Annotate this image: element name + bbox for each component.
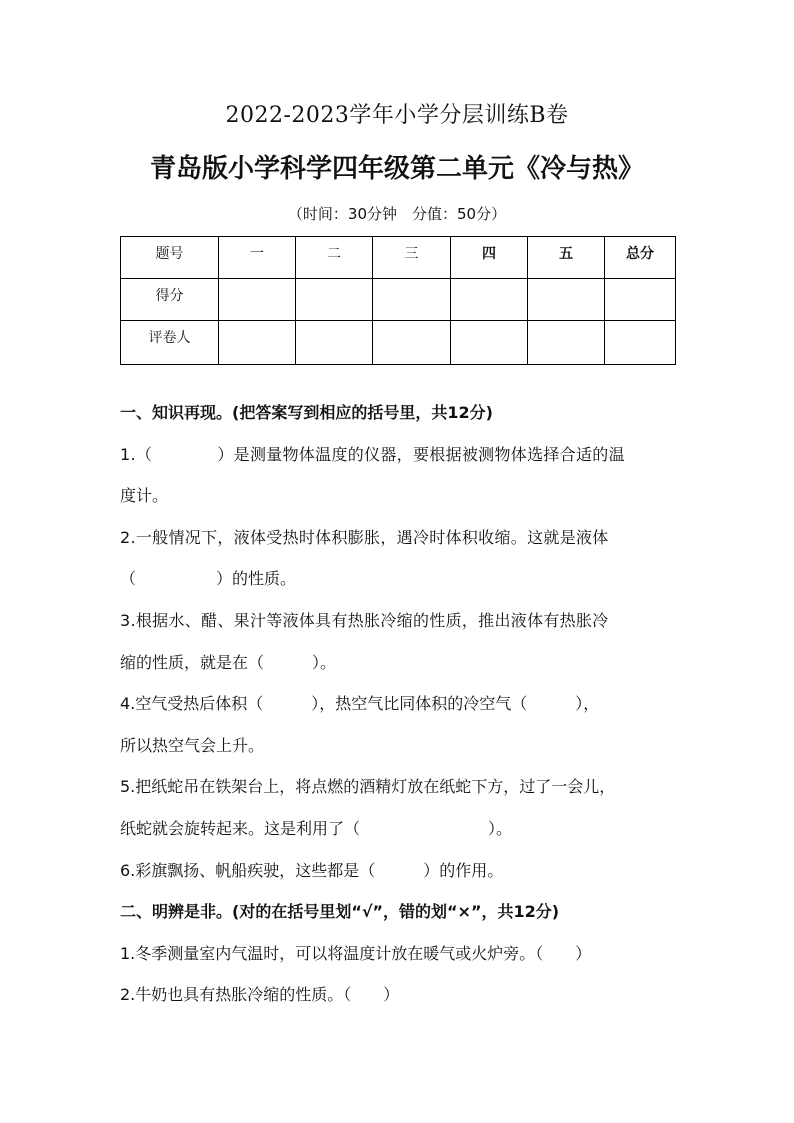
row-label-score: 得分 bbox=[121, 279, 219, 321]
section-heading-1: 一、知识再现。(把答案写到相应的括号里，共12分) bbox=[120, 403, 493, 422]
question-4: 4.空气受热后体积（ ），热空气比同体积的冷空气（ ）， bbox=[120, 694, 600, 714]
score-table bbox=[120, 236, 676, 365]
grader-cell bbox=[373, 321, 451, 365]
question-1: 1.（ ）是测量物体温度的仪器，要根据被测物体选择合适的温 bbox=[120, 444, 625, 464]
score-cell bbox=[451, 279, 528, 321]
question-4-cont: 所以热空气会上升。 bbox=[120, 735, 265, 755]
header-cell-4: 四 bbox=[451, 237, 528, 279]
score-cell bbox=[605, 279, 676, 321]
grader-cell bbox=[219, 321, 296, 365]
header-cell-5: 五 bbox=[528, 237, 605, 279]
score-cell bbox=[219, 279, 296, 321]
header-cell-3: 三 bbox=[373, 237, 451, 279]
grader-cell bbox=[605, 321, 676, 365]
score-table-row bbox=[121, 321, 676, 365]
exam-unit-title: 青岛版小学科学四年级第二单元《冷与热》 bbox=[149, 154, 644, 184]
row-label-grader: 评卷人 bbox=[121, 321, 219, 365]
question-3: 3.根据水、醋、果汁等液体具有热胀冷缩的性质，推出液体有热胀冷 bbox=[120, 610, 609, 630]
time-and-score-info: （时间：30分钟 分值：50分） bbox=[287, 205, 507, 223]
section-heading-2: 二、明辨是非。(对的在括号里划“√”，错的划“×”，共12分) bbox=[120, 902, 560, 922]
question-6: 6.彩旗飘扬、帆船疾驶，这些都是（ ）的作用。 bbox=[120, 860, 504, 880]
score-table-row bbox=[121, 279, 676, 321]
question-1-cont: 度计。 bbox=[120, 486, 169, 506]
grader-cell bbox=[451, 321, 528, 365]
exam-series-title: 2022-2023学年小学分层训练B卷 bbox=[225, 103, 569, 128]
score-cell bbox=[528, 279, 605, 321]
judge-question-2: 2.牛奶也具有热胀冷缩的性质。（ ） bbox=[120, 985, 400, 1005]
question-5: 5.把纸蛇吊在铁架台上，将点燃的酒精灯放在纸蛇下方，过了一会儿， bbox=[120, 777, 616, 797]
question-body bbox=[120, 398, 680, 1022]
header-cell-1: 一 bbox=[219, 237, 296, 279]
header-cell-total: 总分 bbox=[605, 237, 676, 279]
question-5-cont: 纸蛇就会旋转起来。这是利用了（ ）。 bbox=[120, 818, 513, 838]
score-cell bbox=[296, 279, 373, 321]
grader-cell bbox=[296, 321, 373, 365]
grader-cell bbox=[528, 321, 605, 365]
question-2-cont: （ ）的性质。 bbox=[120, 569, 297, 589]
header-cell-2: 二 bbox=[296, 237, 373, 279]
question-3-cont: 缩的性质，就是在（ ）。 bbox=[120, 652, 337, 672]
score-table-header-row bbox=[121, 237, 676, 279]
judge-question-1: 1.冬季测量室内气温时，可以将温度计放在暖气或火炉旁。（ ） bbox=[120, 943, 592, 963]
score-cell bbox=[373, 279, 451, 321]
question-2: 2.一般情况下，液体受热时体积膨胀，遇冷时体积收缩。这就是液体 bbox=[120, 527, 609, 547]
header-cell-question-no: 题号 bbox=[121, 237, 219, 279]
